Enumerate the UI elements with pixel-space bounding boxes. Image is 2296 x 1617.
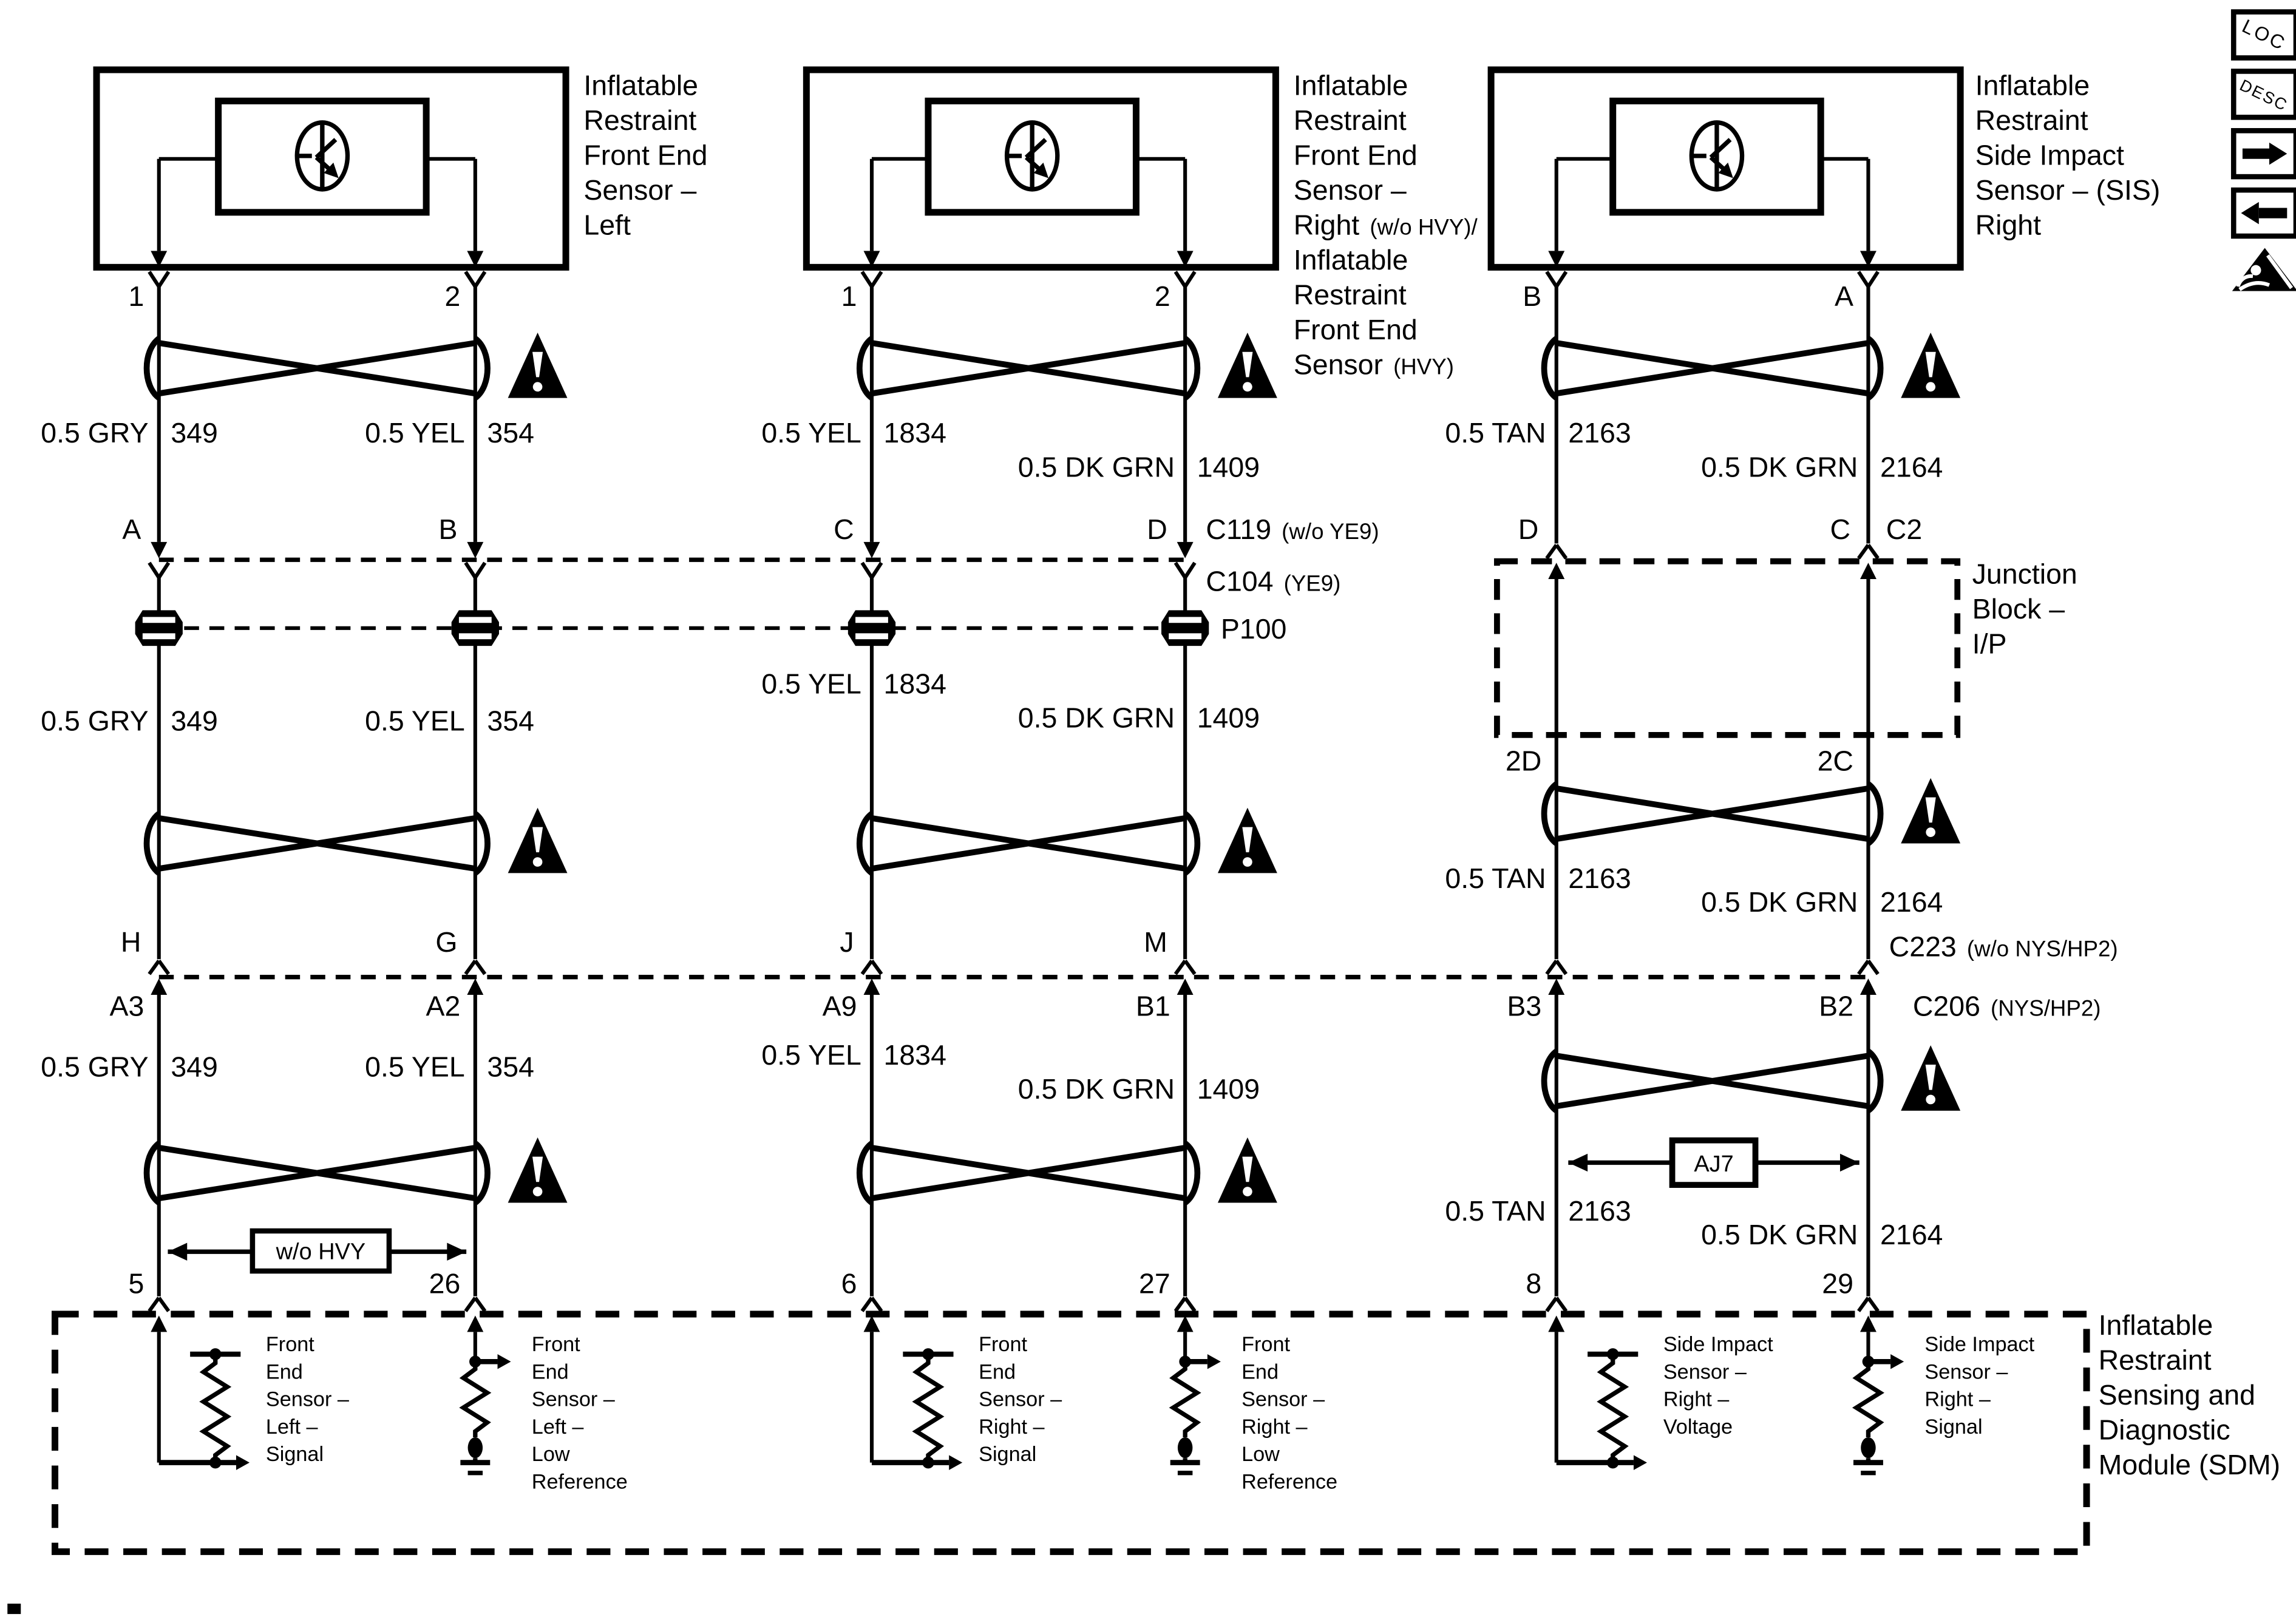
pin-label: G (435, 926, 458, 958)
connector-c223-label: C223 (w/o NYS/HP2) (1889, 931, 2118, 963)
svg-text:349: 349 (171, 705, 218, 737)
pin-label: D (1518, 514, 1539, 546)
svg-text:2164: 2164 (1880, 1218, 1943, 1250)
svg-text:Right(w/o HVY)/: Right (w/o HVY)/ (1293, 209, 1478, 241)
pin-label: 27 (1139, 1267, 1170, 1300)
warning-triangle-icon (1218, 333, 1277, 398)
right-arrow-icon (2269, 143, 2287, 165)
svg-text:Front: Front (1241, 1333, 1291, 1357)
loc-button-label[interactable]: LOC (2238, 15, 2291, 55)
sensor-side-impact-title (1975, 70, 2161, 241)
svg-text:Reference: Reference (1241, 1470, 1338, 1494)
warning-triangle-icon (508, 1137, 568, 1203)
range-marker-aj7 (1568, 1141, 1859, 1185)
svg-text:Left: Left (583, 209, 631, 241)
connector-c104-label: C104 (YE9) (1206, 565, 1341, 597)
svg-text:Side Impact: Side Impact (1975, 139, 2124, 171)
warning-triangle-icon (1901, 1045, 1960, 1111)
page-artifact (7, 1604, 21, 1614)
svg-text:Front: Front (979, 1333, 1028, 1357)
pin-label: H (120, 926, 141, 958)
svg-text:Inflatable: Inflatable (583, 69, 699, 101)
junction-block-label: Junction (1972, 558, 2077, 590)
svg-text:1834: 1834 (883, 668, 946, 700)
pin-label: A (122, 514, 141, 546)
desc-button-label[interactable]: DESC (2237, 76, 2291, 115)
pin-label: A3 (109, 990, 144, 1022)
svg-text:0.5 YEL: 0.5 YEL (761, 1039, 861, 1071)
svg-text:0.5 TAN: 0.5 TAN (1445, 416, 1546, 449)
pin-label: 26 (429, 1267, 461, 1300)
sensor-left (97, 70, 566, 267)
svg-text:Sensor –: Sensor – (583, 174, 697, 206)
svg-text:0.5 TAN: 0.5 TAN (1445, 1195, 1546, 1227)
svg-text:Sensing and: Sensing and (2098, 1379, 2255, 1411)
svg-text:1834: 1834 (883, 1039, 946, 1071)
svg-text:Right –: Right – (1241, 1415, 1308, 1439)
svg-text:0.5 YEL: 0.5 YEL (365, 416, 465, 449)
svg-text:0.5 GRY: 0.5 GRY (41, 705, 149, 737)
svg-text:Front: Front (265, 1333, 314, 1357)
svg-text:349: 349 (171, 416, 218, 449)
svg-text:Left –: Left – (531, 1415, 584, 1439)
svg-text:End: End (1241, 1360, 1279, 1384)
svg-text:0.5 YEL: 0.5 YEL (761, 416, 861, 449)
sensor-right-front-title (1294, 70, 1478, 381)
svg-text:Diagnostic: Diagnostic (2098, 1414, 2230, 1446)
accelerometer-icon (1007, 123, 1058, 189)
svg-text:Sensor –: Sensor – (979, 1388, 1062, 1411)
svg-text:1409: 1409 (1197, 1073, 1260, 1105)
svg-text:2164: 2164 (1880, 451, 1943, 483)
pin-label: 1 (128, 280, 144, 312)
pin-label: 2 (444, 280, 461, 312)
svg-text:354: 354 (487, 416, 534, 449)
pin-label: D (1147, 514, 1167, 546)
svg-text:Sensor –: Sensor – (1241, 1388, 1325, 1411)
svg-text:Left –: Left – (265, 1415, 318, 1439)
pass-through-grommet-icon (135, 610, 183, 646)
sensor-right-front (806, 70, 1275, 267)
pin-label: B (438, 514, 458, 546)
connector-c119-label: C119 (w/o YE9) (1206, 514, 1379, 546)
svg-text:Signal: Signal (265, 1443, 324, 1466)
svg-text:Right: Right (1975, 209, 2042, 241)
wire-labels-row2 (41, 668, 1943, 918)
svg-text:0.5 GRY: 0.5 GRY (41, 416, 149, 449)
svg-text:2163: 2163 (1568, 416, 1631, 449)
pin-label: 8 (1526, 1267, 1542, 1300)
svg-text:1834: 1834 (883, 416, 946, 449)
svg-text:Front End: Front End (1293, 313, 1418, 345)
svg-text:0.5 TAN: 0.5 TAN (1445, 862, 1546, 894)
svg-text:Restraint: Restraint (1293, 279, 1407, 311)
svg-text:End: End (531, 1360, 569, 1384)
svg-text:354: 354 (487, 1051, 534, 1083)
svg-text:Module (SDM): Module (SDM) (2098, 1449, 2281, 1481)
pin-label: J (840, 926, 854, 958)
sdm-signal-circuit (159, 1348, 1647, 1470)
svg-text:AJ7: AJ7 (1694, 1151, 1734, 1178)
svg-text:0.5 DK GRN: 0.5 DK GRN (1017, 451, 1175, 483)
pin-label: M (1144, 926, 1167, 958)
svg-text:354: 354 (487, 705, 534, 737)
pin-label: A2 (426, 990, 461, 1022)
warning-triangle-icon (508, 333, 568, 398)
svg-text:Restraint: Restraint (583, 104, 697, 137)
warning-triangle-icon (1901, 333, 1960, 398)
svg-text:Side Impact: Side Impact (1663, 1333, 1773, 1357)
svg-text:0.5 YEL: 0.5 YEL (365, 1051, 465, 1083)
svg-text:Signal: Signal (1924, 1415, 1983, 1439)
wires-col2 (872, 159, 1185, 1463)
svg-text:Sensor(HVY): Sensor (HVY) (1293, 348, 1454, 381)
svg-text:0.5 YEL: 0.5 YEL (365, 705, 465, 737)
svg-text:0.5 DK GRN: 0.5 DK GRN (1701, 451, 1858, 483)
svg-text:Front: Front (531, 1333, 580, 1357)
warning-triangle-icon (508, 808, 568, 873)
warning-triangle-icon (1218, 1137, 1277, 1203)
pin-label: 1 (841, 280, 857, 312)
svg-text:0.5 DK GRN: 0.5 DK GRN (1017, 1073, 1175, 1105)
pin-label: 5 (128, 1267, 144, 1300)
svg-text:Inflatable: Inflatable (1293, 244, 1408, 276)
svg-text:Inflatable: Inflatable (1975, 69, 2090, 101)
svg-text:Signal: Signal (979, 1443, 1037, 1466)
pin-label: B (1523, 280, 1542, 312)
pin-label: A (1834, 280, 1853, 312)
svg-text:Reference: Reference (531, 1470, 628, 1494)
nav-panel (2232, 12, 2296, 291)
wire-labels-row1 (41, 417, 1943, 483)
svg-text:End: End (979, 1360, 1016, 1384)
svg-text:Sensor –: Sensor – (1663, 1360, 1747, 1384)
svg-text:Sensor –: Sensor – (1924, 1360, 2008, 1384)
pass-through-grommet-icon (848, 610, 895, 646)
svg-text:1409: 1409 (1197, 451, 1260, 483)
svg-text:Inflatable: Inflatable (2098, 1309, 2213, 1341)
svg-text:Restraint: Restraint (1975, 104, 2088, 137)
svg-text:0.5 DK GRN: 0.5 DK GRN (1701, 886, 1858, 918)
svg-text:Inflatable: Inflatable (1293, 69, 1408, 101)
svg-text:Right –: Right – (1924, 1388, 1991, 1411)
warning-triangle-icon (1218, 808, 1277, 873)
svg-text:w/o HVY: w/o HVY (276, 1239, 366, 1265)
junction-block (1497, 561, 1957, 735)
forward-arrow-button[interactable] (2233, 131, 2296, 177)
sdm-title (2099, 1309, 2281, 1480)
svg-text:0.5 GRY: 0.5 GRY (41, 1051, 149, 1083)
svg-text:1409: 1409 (1197, 702, 1260, 734)
pin-label: 2 (1154, 280, 1170, 312)
sdm-module (55, 1314, 2087, 1551)
pin-label: 6 (841, 1267, 857, 1300)
svg-text:Restraint: Restraint (2098, 1344, 2212, 1376)
left-arrow-icon (2241, 202, 2258, 225)
svg-text:Side Impact: Side Impact (1924, 1333, 2035, 1357)
svg-text:0.5 DK GRN: 0.5 DK GRN (1701, 1218, 1858, 1250)
pin-label: 29 (1822, 1267, 1853, 1300)
svg-text:0.5 YEL: 0.5 YEL (761, 668, 861, 700)
svg-text:Front End: Front End (583, 139, 708, 171)
sir-caution-icon (2232, 248, 2296, 291)
svg-text:Sensor – (SIS): Sensor – (SIS) (1975, 174, 2161, 206)
svg-text:2164: 2164 (1880, 886, 1943, 918)
svg-text:Right –: Right – (979, 1415, 1045, 1439)
svg-text:Restraint: Restraint (1293, 104, 1407, 137)
pass-through-grommet-icon (452, 610, 499, 646)
svg-text:0.5 DK GRN: 0.5 DK GRN (1017, 702, 1175, 734)
svg-text:Sensor –: Sensor – (531, 1388, 615, 1411)
svg-text:349: 349 (171, 1051, 218, 1083)
svg-text:End: End (265, 1360, 303, 1384)
pin-label: B3 (1507, 990, 1542, 1022)
pin-label: B2 (1819, 990, 1853, 1022)
svg-text:Low: Low (531, 1443, 570, 1466)
accelerometer-icon (297, 123, 347, 189)
pin-label: B1 (1135, 990, 1170, 1022)
junction-block-label: Block – (1972, 592, 2065, 625)
sensor-left-title (583, 70, 707, 241)
range-marker-whvy (168, 1231, 466, 1271)
connector-c206-label: C206 (NYS/HP2) (1912, 990, 2101, 1022)
sdm-channel-label (266, 1333, 2035, 1493)
svg-text:Front End: Front End (1293, 139, 1418, 171)
svg-text:Sensor –: Sensor – (1293, 174, 1407, 206)
warning-triangle-icon (1901, 778, 1960, 844)
connector-p100-label: P100 (1220, 612, 1287, 645)
svg-text:Sensor –: Sensor – (265, 1388, 349, 1411)
pin-label: C (834, 514, 854, 546)
svg-text:Right –: Right – (1663, 1388, 1730, 1411)
svg-text:2163: 2163 (1568, 862, 1631, 894)
accelerometer-icon (1691, 123, 1742, 189)
svg-text:Low: Low (1241, 1443, 1280, 1466)
back-arrow-button[interactable] (2233, 190, 2296, 236)
svg-text:Voltage: Voltage (1663, 1415, 1733, 1439)
pin-label: 2D (1505, 745, 1542, 777)
junction-block-label: I/P (1972, 628, 2007, 660)
svg-text:2163: 2163 (1568, 1195, 1631, 1227)
pin-label: 2C (1817, 745, 1853, 777)
pin-label: A9 (822, 990, 857, 1022)
pin-label: C (1830, 514, 1851, 546)
connector-c2-label: C2 (1886, 514, 1923, 546)
pass-through-grommet-icon (1161, 610, 1209, 646)
sensor-side-impact (1491, 70, 1960, 267)
